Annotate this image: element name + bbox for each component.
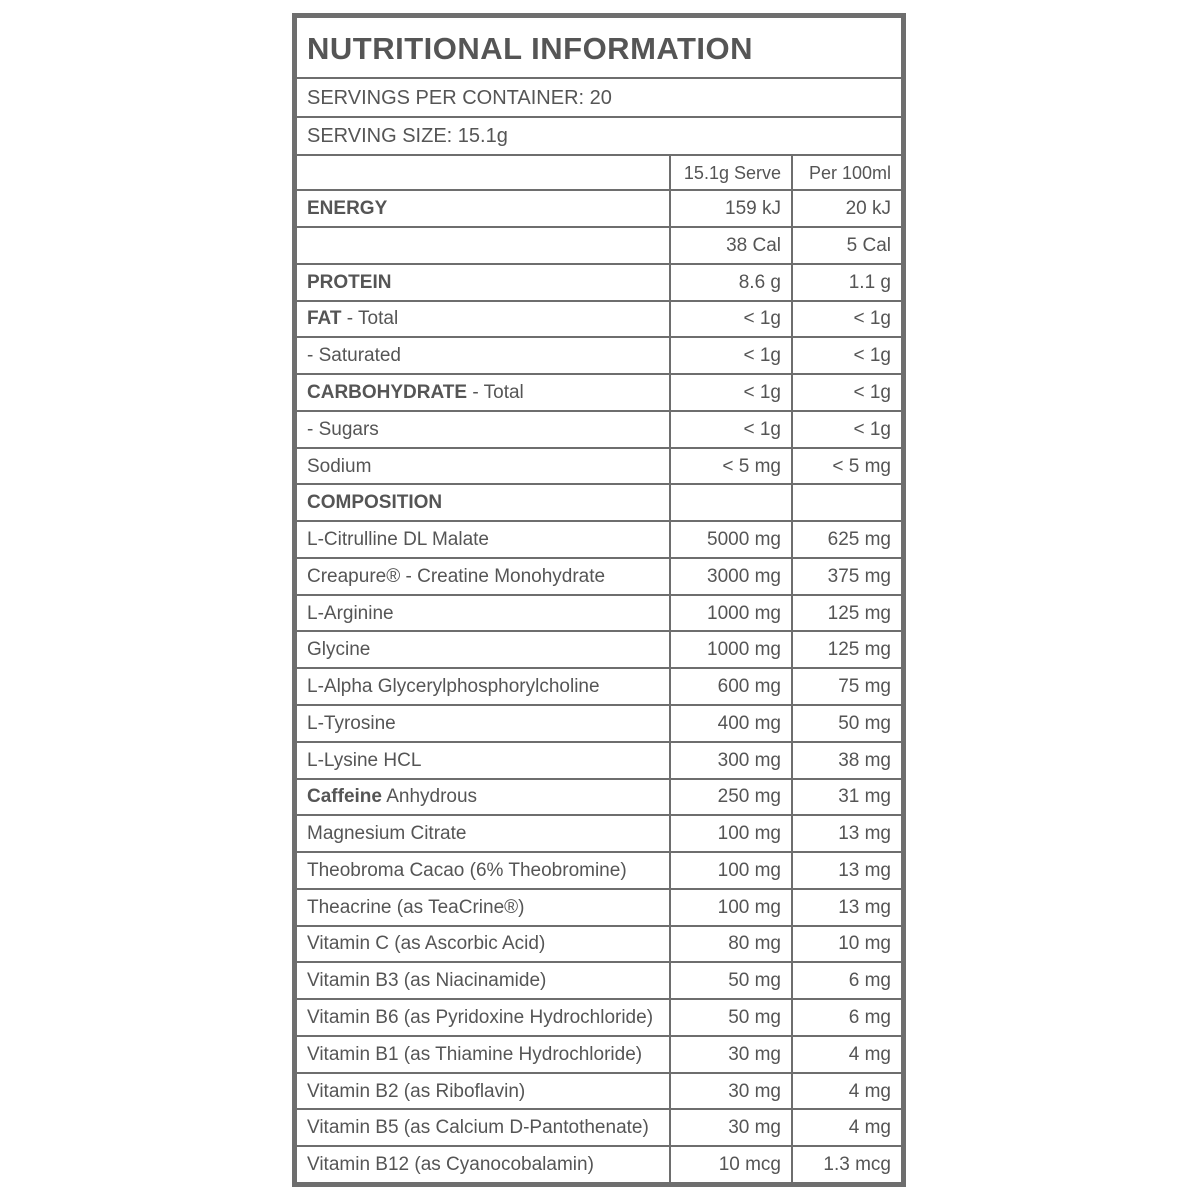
- value-per-100ml: < 1g: [792, 337, 902, 374]
- row-label: [296, 1073, 670, 1110]
- row-label-bold: PROTEIN: [307, 271, 392, 293]
- composition-row: [296, 815, 902, 852]
- serving-size-row: [296, 117, 902, 156]
- nutrient-row: [296, 264, 902, 301]
- row-label: [296, 595, 670, 632]
- row-label: [296, 1146, 670, 1183]
- row-label: [296, 190, 670, 227]
- row-label-text: L-Alpha Glycerylphosphorylcholine: [307, 676, 600, 698]
- composition-heading-row: [296, 484, 902, 521]
- composition-row: [296, 1036, 902, 1073]
- value-per-100ml: 375 mg: [792, 558, 902, 595]
- value-per-serve: 100 mg: [670, 852, 792, 889]
- composition-row: [296, 1109, 902, 1146]
- value-per-serve: 10 mcg: [670, 1146, 792, 1183]
- row-label: [296, 852, 670, 889]
- composition-row: [296, 668, 902, 705]
- value-per-serve: 3000 mg: [670, 558, 792, 595]
- row-label: [296, 926, 670, 963]
- servings-per-container: SERVINGS PER CONTAINER: 20: [296, 78, 902, 117]
- row-label-text: Sodium: [307, 455, 372, 477]
- nutrient-row: [296, 337, 902, 374]
- composition-row: [296, 558, 902, 595]
- value-per-100ml: 50 mg: [792, 705, 902, 742]
- value-per-serve: 30 mg: [670, 1036, 792, 1073]
- row-label: [296, 448, 670, 485]
- composition-row: [296, 1073, 902, 1110]
- column-header-blank: [296, 155, 670, 190]
- row-label-text: - Saturated: [307, 345, 401, 367]
- composition-row: [296, 852, 902, 889]
- row-label: [296, 337, 670, 374]
- row-label-text: Vitamin B6 (as Pyridoxine Hydrochloride): [307, 1007, 654, 1029]
- nutrient-row: [296, 448, 902, 485]
- value-per-100ml: 4 mg: [792, 1073, 902, 1110]
- value-per-100ml: 1.1 g: [792, 264, 902, 301]
- row-label-text: Theacrine (as TeaCrine®): [307, 896, 525, 918]
- value-per-serve: 30 mg: [670, 1109, 792, 1146]
- composition-row: [296, 926, 902, 963]
- value-per-serve: < 5 mg: [670, 448, 792, 485]
- row-label-text: Vitamin B1 (as Thiamine Hydrochloride): [307, 1043, 643, 1065]
- value-per-serve: < 1g: [670, 337, 792, 374]
- title-row: [296, 17, 902, 78]
- value-per-serve: 600 mg: [670, 668, 792, 705]
- row-label-text: Vitamin B3 (as Niacinamide): [307, 970, 547, 992]
- value-per-100ml: 31 mg: [792, 779, 902, 816]
- row-label: [296, 227, 670, 264]
- row-label: [296, 1036, 670, 1073]
- column-header-row: [296, 155, 902, 190]
- row-label-text: Magnesium Citrate: [307, 823, 467, 845]
- value-per-100ml: 13 mg: [792, 815, 902, 852]
- nutrition-panel: [292, 13, 906, 1187]
- value-per-100ml: < 1g: [792, 301, 902, 338]
- row-label-text: L-Lysine HCL: [307, 749, 422, 771]
- value-per-serve: 159 kJ: [670, 190, 792, 227]
- composition-heading: COMPOSITION: [296, 484, 670, 521]
- composition-row: [296, 779, 902, 816]
- value-per-100ml: 125 mg: [792, 595, 902, 632]
- value-per-100ml: 125 mg: [792, 631, 902, 668]
- value-per-serve: 300 mg: [670, 742, 792, 779]
- row-label: [296, 631, 670, 668]
- value-per-serve: 8.6 g: [670, 264, 792, 301]
- row-label-text: Creapure® - Creatine Monohydrate: [307, 565, 606, 587]
- value-per-100ml: 1.3 mcg: [792, 1146, 902, 1183]
- empty-cell: [792, 484, 902, 521]
- composition-row: [296, 889, 902, 926]
- value-per-100ml: 4 mg: [792, 1109, 902, 1146]
- value-per-serve: < 1g: [670, 374, 792, 411]
- row-label-text: Vitamin B2 (as Riboflavin): [307, 1080, 526, 1102]
- nutrient-row: [296, 374, 902, 411]
- value-per-serve: 30 mg: [670, 1073, 792, 1110]
- value-per-100ml: 625 mg: [792, 521, 902, 558]
- row-label: [296, 779, 670, 816]
- value-per-100ml: 13 mg: [792, 852, 902, 889]
- servings-row: [296, 78, 902, 117]
- composition-row: [296, 999, 902, 1036]
- row-label-bold: Caffeine: [307, 786, 382, 808]
- row-label-text: Vitamin B12 (as Cyanocobalamin): [307, 1154, 594, 1176]
- row-label: [296, 264, 670, 301]
- row-label: [296, 301, 670, 338]
- value-per-100ml: < 5 mg: [792, 448, 902, 485]
- value-per-100ml: 6 mg: [792, 962, 902, 999]
- row-label-text: Glycine: [307, 639, 371, 661]
- value-per-100ml: < 1g: [792, 374, 902, 411]
- composition-row: [296, 1146, 902, 1183]
- composition-row: [296, 705, 902, 742]
- row-label: [296, 815, 670, 852]
- row-label-bold: FAT: [307, 308, 342, 330]
- row-label-text: - Total: [467, 382, 524, 403]
- row-label-text: - Sugars: [307, 418, 379, 440]
- row-label: [296, 411, 670, 448]
- nutrient-row: [296, 227, 902, 264]
- value-per-serve: 1000 mg: [670, 595, 792, 632]
- row-label-text: Theobroma Cacao (6% Theobromine): [307, 859, 627, 881]
- row-label-text: Vitamin B5 (as Calcium D-Pantothenate): [307, 1117, 649, 1139]
- row-label: [296, 668, 670, 705]
- value-per-100ml: 6 mg: [792, 999, 902, 1036]
- row-label-bold: ENERGY: [307, 198, 388, 220]
- value-per-100ml: 38 mg: [792, 742, 902, 779]
- value-per-serve: 50 mg: [670, 999, 792, 1036]
- row-label-text: L-Citrulline DL Malate: [307, 529, 489, 551]
- row-label: [296, 889, 670, 926]
- panel-title: NUTRITIONAL INFORMATION: [296, 17, 902, 78]
- value-per-serve: 100 mg: [670, 815, 792, 852]
- row-label-text: L-Arginine: [307, 602, 394, 624]
- value-per-100ml: 4 mg: [792, 1036, 902, 1073]
- value-per-100ml: 75 mg: [792, 668, 902, 705]
- value-per-100ml: 5 Cal: [792, 227, 902, 264]
- composition-row: [296, 962, 902, 999]
- value-per-serve: 50 mg: [670, 962, 792, 999]
- row-label-text: Vitamin C (as Ascorbic Acid): [307, 933, 546, 955]
- row-label-text: L-Tyrosine: [307, 712, 396, 734]
- value-per-serve: < 1g: [670, 301, 792, 338]
- row-label-text: Anhydrous: [381, 786, 478, 808]
- value-per-serve: < 1g: [670, 411, 792, 448]
- row-label: [296, 999, 670, 1036]
- nutrient-row: [296, 301, 902, 338]
- value-per-100ml: 10 mg: [792, 926, 902, 963]
- column-header-per-serve: 15.1g Serve: [670, 155, 792, 190]
- value-per-100ml: 20 kJ: [792, 190, 902, 227]
- row-label: [296, 705, 670, 742]
- value-per-serve: 80 mg: [670, 926, 792, 963]
- composition-row: [296, 742, 902, 779]
- value-per-serve: 250 mg: [670, 779, 792, 816]
- value-per-serve: 400 mg: [670, 705, 792, 742]
- row-label: [296, 521, 670, 558]
- composition-row: [296, 631, 902, 668]
- value-per-serve: 1000 mg: [670, 631, 792, 668]
- value-per-100ml: 13 mg: [792, 889, 902, 926]
- nutrient-row: [296, 190, 902, 227]
- empty-cell: [670, 484, 792, 521]
- column-header-per-100ml: Per 100ml: [792, 155, 902, 190]
- row-label: [296, 558, 670, 595]
- value-per-100ml: < 1g: [792, 411, 902, 448]
- composition-row: [296, 595, 902, 632]
- row-label-text: - Total: [341, 308, 399, 330]
- row-label: [296, 1109, 670, 1146]
- row-label: [296, 374, 670, 411]
- nutrient-row: [296, 411, 902, 448]
- row-label-bold: CARBOHYDRATE: [307, 382, 468, 403]
- value-per-serve: 100 mg: [670, 889, 792, 926]
- composition-row: [296, 521, 902, 558]
- value-per-serve: 38 Cal: [670, 227, 792, 264]
- row-label: [296, 962, 670, 999]
- serving-size: SERVING SIZE: 15.1g: [296, 117, 902, 156]
- row-label: [296, 742, 670, 779]
- nutrition-table: [295, 16, 903, 1184]
- value-per-serve: 5000 mg: [670, 521, 792, 558]
